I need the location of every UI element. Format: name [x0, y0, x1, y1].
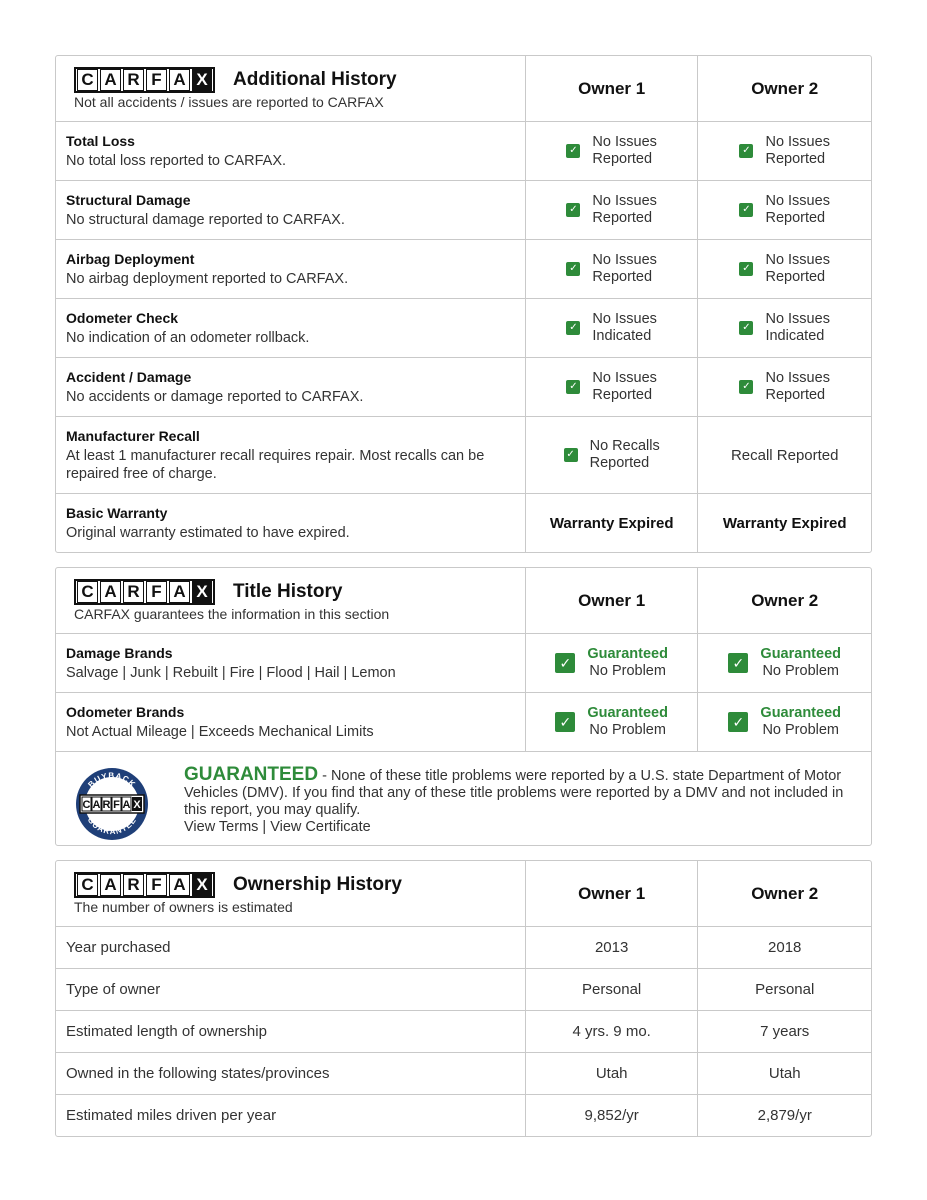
- owner-1-header: Owner 1: [578, 883, 646, 903]
- row-label: Estimated miles driven per year: [66, 1107, 277, 1124]
- logo-letter: F: [146, 874, 167, 896]
- seal-letter: A: [122, 799, 131, 811]
- logo-letter: C: [77, 69, 98, 91]
- status-line: No Problem: [589, 722, 666, 738]
- row-description: No total loss reported to CARFAX.: [66, 152, 287, 169]
- table-row: [56, 633, 871, 692]
- status-line: No Issues: [592, 252, 657, 268]
- check-icon: ✓: [555, 653, 575, 673]
- seal-top-text: BUYBACK: [86, 770, 138, 790]
- logo-letter: X: [192, 69, 212, 91]
- owner-2-value: Utah: [697, 1053, 871, 1094]
- guarantee-notice: [56, 751, 871, 845]
- section-subtitle: The number of owners is estimated: [74, 899, 293, 915]
- status-line: No Issues: [765, 370, 830, 386]
- seal-letter: C: [82, 799, 91, 811]
- status-line: No Issues: [592, 311, 657, 327]
- owner-2-value: 7 years: [697, 1011, 871, 1052]
- warranty-status: Warranty Expired: [722, 514, 847, 532]
- status-line: No Problem: [762, 663, 839, 679]
- owner-1-header: Owner 1: [578, 590, 646, 610]
- status-line: No Issues: [592, 134, 657, 150]
- carfax-logo: [74, 67, 215, 93]
- guaranteed-heading: GUARANTEED: [184, 764, 319, 785]
- status-line: Reported: [765, 151, 826, 167]
- check-icon: ✓: [566, 144, 580, 158]
- logo-letter: A: [169, 874, 190, 896]
- recall-status: Recall Reported: [730, 446, 839, 464]
- row-description: No airbag deployment reported to CARFAX.: [66, 270, 349, 287]
- status-line: Reported: [765, 387, 826, 403]
- owner-1-header: Owner 1: [578, 78, 646, 98]
- title-history-section: [55, 567, 872, 846]
- check-icon: ✓: [739, 262, 753, 276]
- table-row: [56, 416, 871, 493]
- ownership-history-section: [55, 860, 872, 1137]
- guaranteed-label: Guaranteed: [587, 705, 668, 721]
- table-row: [56, 180, 871, 239]
- table-row: [56, 692, 871, 751]
- seal-letter: A: [92, 799, 101, 811]
- seal-bottom-text: GUARANTEE: [85, 815, 139, 837]
- table-row: [56, 1010, 871, 1052]
- logo-letter: R: [123, 581, 144, 603]
- section-subtitle: CARFAX guarantees the information in this section: [74, 606, 390, 622]
- logo-letter: F: [146, 581, 167, 603]
- guaranteed-label: Guaranteed: [760, 705, 842, 721]
- status-line: Reported: [592, 151, 653, 167]
- row-title: Odometer Check: [66, 309, 179, 326]
- check-icon: ✓: [739, 144, 753, 158]
- logo-letter: X: [192, 581, 212, 603]
- status-line: No Issues: [765, 134, 830, 150]
- logo-letter: F: [146, 69, 167, 91]
- status-line: No Issues: [592, 193, 657, 209]
- check-icon: ✓: [566, 262, 580, 276]
- guaranteed-label: Guaranteed: [760, 646, 842, 662]
- check-icon: ✓: [555, 712, 575, 732]
- status-line: No Issues: [765, 311, 830, 327]
- check-icon: ✓: [739, 203, 753, 217]
- status-line: Reported: [592, 387, 653, 403]
- owner-1-value: 4 yrs. 9 mo.: [525, 1011, 698, 1052]
- additional-history-header: [56, 56, 871, 121]
- seal-letter: R: [102, 799, 111, 811]
- row-description: Not Actual Mileage | Exceeds Mechanical Limits: [66, 723, 374, 740]
- check-icon: ✓: [566, 380, 580, 394]
- section-title: Title History: [233, 581, 343, 602]
- check-icon: ✓: [728, 712, 748, 732]
- title-history-header: [56, 568, 871, 633]
- table-row: [56, 357, 871, 416]
- row-description: Original warranty estimated to have expired.: [66, 524, 350, 541]
- owner-2-value: 2,879/yr: [697, 1095, 871, 1136]
- table-row: [56, 1094, 871, 1136]
- status-line: No Problem: [762, 722, 839, 738]
- row-title: Total Loss: [66, 132, 135, 149]
- carfax-logo: [74, 579, 215, 605]
- status-line: Reported: [765, 210, 826, 226]
- row-description: No indication of an odometer rollback.: [66, 329, 310, 346]
- owner-2-header: Owner 2: [751, 590, 819, 610]
- row-title: Damage Brands: [66, 644, 173, 661]
- status-line: No Problem: [589, 663, 666, 679]
- logo-letter: A: [169, 581, 190, 603]
- status-line: Reported: [592, 210, 653, 226]
- carfax-logo: [74, 872, 215, 898]
- check-icon: ✓: [739, 321, 753, 335]
- section-title: Ownership History: [233, 874, 402, 895]
- status-line: Indicated: [592, 328, 652, 344]
- logo-letter: X: [192, 874, 212, 896]
- row-title: Accident / Damage: [66, 368, 192, 385]
- status-line: Reported: [592, 269, 653, 285]
- row-label: Estimated length of ownership: [66, 1023, 267, 1040]
- row-title: Structural Damage: [66, 191, 191, 208]
- owner-1-value: Personal: [525, 969, 698, 1010]
- status-line: No Issues: [765, 252, 830, 268]
- row-title: Basic Warranty: [66, 504, 168, 521]
- logo-letter: A: [169, 69, 190, 91]
- owner-2-header: Owner 2: [751, 883, 819, 903]
- warranty-status: Warranty Expired: [549, 514, 674, 532]
- status-line: No Issues: [592, 370, 657, 386]
- status-line: Reported: [589, 455, 650, 471]
- logo-letter: R: [123, 69, 144, 91]
- seal-letter: X: [133, 799, 141, 811]
- table-row: [56, 121, 871, 180]
- check-icon: ✓: [728, 653, 748, 673]
- owner-1-value: 2013: [525, 927, 698, 968]
- check-icon: ✓: [566, 203, 580, 217]
- guarantee-text: - None of these title problems were reported by a U.S. state Department of Motor Vehicles (DMV). If you find that any of these title problems were reported by a DMV and not included in this report, you may qualify.: [184, 768, 844, 818]
- view-certificate-link[interactable]: View Certificate: [270, 819, 371, 835]
- status-line: Reported: [765, 269, 826, 285]
- row-description: No accidents or damage reported to CARFAX.: [66, 388, 364, 405]
- row-title: Airbag Deployment: [66, 250, 195, 267]
- seal-letter: F: [113, 799, 120, 811]
- status-line: No Recalls: [589, 438, 660, 454]
- status-line: Indicated: [765, 328, 825, 344]
- row-title: Manufacturer Recall: [66, 427, 200, 444]
- logo-letter: C: [77, 581, 98, 603]
- row-label: Owned in the following states/provinces: [66, 1065, 330, 1082]
- owner-1-value: 9,852/yr: [525, 1095, 698, 1136]
- check-icon: ✓: [564, 448, 578, 462]
- row-description: Salvage | Junk | Rebuilt | Fire | Flood | Hail | Lemon: [66, 664, 396, 681]
- table-row: [56, 1052, 871, 1094]
- additional-history-section: [55, 55, 872, 553]
- table-row: [56, 298, 871, 357]
- section-title: Additional History: [233, 69, 397, 90]
- logo-letter: C: [77, 874, 98, 896]
- check-icon: ✓: [739, 380, 753, 394]
- owner-2-value: Personal: [697, 969, 871, 1010]
- table-row: [56, 239, 871, 298]
- logo-letter: R: [123, 874, 144, 896]
- table-row: [56, 926, 871, 968]
- owner-2-value: 2018: [697, 927, 871, 968]
- table-row: [56, 493, 871, 552]
- logo-letter: A: [100, 874, 121, 896]
- buyback-seal-icon: [74, 766, 150, 842]
- logo-letter: A: [100, 69, 121, 91]
- check-icon: ✓: [566, 321, 580, 335]
- row-label: Type of owner: [66, 981, 161, 998]
- link-separator: |: [258, 819, 271, 835]
- row-description: At least 1 manufacturer recall requires repair. Most recalls can be repaired free of charge.: [66, 447, 485, 482]
- ownership-history-header: [56, 861, 871, 926]
- row-title: Odometer Brands: [66, 703, 185, 720]
- status-line: No Issues: [765, 193, 830, 209]
- logo-letter: A: [100, 581, 121, 603]
- owner-1-value: Utah: [525, 1053, 698, 1094]
- guaranteed-label: Guaranteed: [587, 646, 668, 662]
- section-subtitle: Not all accidents / issues are reported to CARFAX: [74, 94, 384, 110]
- owner-2-header: Owner 2: [751, 78, 819, 98]
- row-description: No structural damage reported to CARFAX.: [66, 211, 345, 228]
- view-terms-link[interactable]: View Terms: [184, 819, 259, 835]
- row-label: Year purchased: [66, 939, 171, 956]
- table-row: [56, 968, 871, 1010]
